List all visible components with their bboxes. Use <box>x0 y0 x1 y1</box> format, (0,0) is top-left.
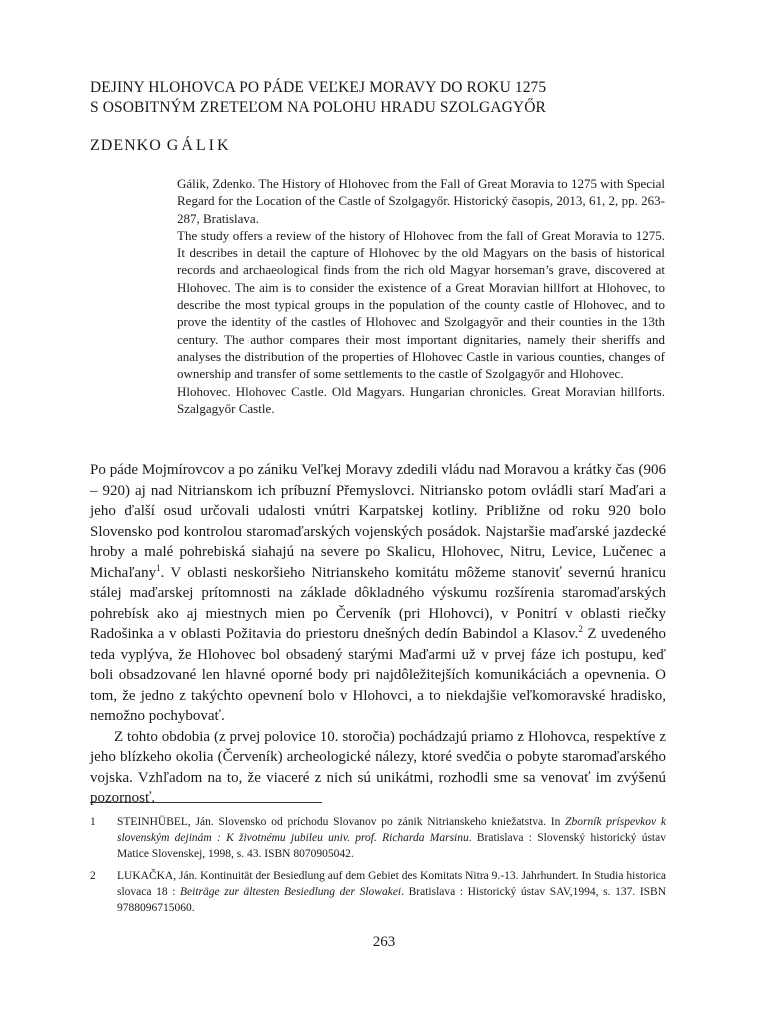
footnote-2 <box>90 868 666 916</box>
footnote-text-plain-end: . Bratislava : Slovenský historický ústav Matice Slovenskej, 1998, s. 43. ISBN 8070905042. <box>117 832 666 860</box>
footnote-text-italic: Zborník príspevkov k slovenským dejinám : K životnému jubileu univ. prof. Richarda Marsinu <box>117 816 666 844</box>
abstract-keywords: Hlohovec. Hlohovec Castle. Old Magyars. Hungarian chronicles. Great Moravian hillforts. Szalgagyőr Castle. <box>177 383 665 416</box>
footnote-ref-1[interactable]: 1 <box>156 562 161 573</box>
abstract-citation: Gálik, Zdenko. The History of Hlohovec from the Fall of Great Moravia to 1275 with Special Regard for the Location of the Castle of Szolgagyőr. Historický časopis, 2013, 61, 2, pp. 263-287, Bratislava. <box>177 176 665 226</box>
author-surname: GÁLIK <box>166 137 232 154</box>
body-paragraph-1 <box>90 460 666 727</box>
body-paragraph-1-part-b: . V oblasti neskoršieho Nitrianskeho komitátu môžeme stanoviť severnú hranicu stálej maďarskej prítomnosti na základe dôkladného výskumu rozšírenia staromaďarských pohrebísk ako aj miestnych mien po Červeník (pri Hlohovci), v Ponitrí v oblasti riečky Radošinka a v oblasti Požitavia do priestoru dnešných dedín Babindol a Klasov. <box>90 564 666 642</box>
footnote-text-plain: LUKAČKA, Ján. Kontinuität der Besiedlung auf dem Gebiet des Komitats Nitra 9.-13. Jahrhundert. In Studia historica slovaca 18 : <box>117 870 666 898</box>
footnote-text <box>117 814 666 862</box>
body-paragraph-1-part-a: Po páde Mojmírovcov a po zániku Veľkej Moravy zdedili vládu nad Moravou a krátky čas (906 – 920) aj nad Nitrianskom ich príbuzní Přemyslovci. Nitriansko potom ovládli starí Maďari a jeho ďalší osud určovali udalosti vnútri Karpatskej kotliny. Približne od roku 920 bolo Slovensko pod kontrolou staromaďarských vojenských posádok. Najstaršie maďarské jazdecké hroby a malé pohrebiská siahajú na severe po Skalicu, Hlohovec, Nitru, Levice, Lučenec a Michaľany <box>90 462 666 581</box>
abstract-summary: The study offers a review of the history of Hlohovec from the fall of Great Moravia to 1275. It describes in detail the capture of Hlohovec by the old Magyars on the basis of historical records and archaeological finds from the rich old Magyar horseman’s grave, discovered at Hlohovec. The aim is to consider the existence of a Great Moravian hillfort at Hlohovec, to describe the most typical groups in the population of the county castle of Hlohovec, and to prove the identity of the castles of Hlohovec and Szolgagyőr and their counties in the 13th century. The author compares their most important dignitaries, namely their sheriffs and analyses the distribution of the properties of Hlohovec Castle in various counties, changes of ownership and transfer of some settlements to the castle of Szolgagyőr and Hlohovec. <box>177 227 665 382</box>
footnote-text-plain: STEINHÜBEL, Ján. Slovensko od príchodu Slovanov po zánik Nitrianskeho kniežatstva. In <box>117 816 566 828</box>
title-line-1: DEJINY HLOHOVCA PO PÁDE VEĽKEJ MORAVY DO ROKU 1275 <box>90 79 547 96</box>
footnote-text-plain-end: . Bratislava : Historický ústav SAV,1994, s. 137. ISBN 9788096715060. <box>117 886 667 914</box>
body-text <box>90 460 666 809</box>
footnote-number: 1 <box>90 816 96 828</box>
footnote-ref-2[interactable]: 2 <box>578 624 583 634</box>
footnote-text <box>117 868 666 916</box>
author-name <box>90 137 232 155</box>
article-title <box>90 78 690 118</box>
body-paragraph-1-part-c: Z uvedeného teda vyplýva, že Hlohovec bol obsadený starými Maďarmi už v prvej fáze ich postupu, keď boli obsadzované len hlavné oporné body pri najdôležitejších komunikáciách a opevnenia. O tom, že jedno z takýchto opevnení bolo v Hlohovci, a to niekdajšie veľkomoravské hradisko, nemožno pochybovať. <box>90 626 666 724</box>
author-first-name: ZDENKO <box>90 137 162 154</box>
abstract <box>177 175 665 417</box>
footnote-text-italic: Beiträge zur ältesten Besiedlung der Slowakei <box>180 886 402 898</box>
footnote-1 <box>90 814 666 862</box>
title-line-2: S OSOBITNÝM ZRETEĽOM NA POLOHU HRADU SZOLGAGYŐR <box>90 99 546 116</box>
footnote-divider <box>90 802 322 803</box>
body-paragraph-2: Z tohto obdobia (z prvej polovice 10. storočia) pochádzajú priamo z Hlohovca, respektíve z jeho blízkeho okolia (Červeník) archeologické nálezy, ktoré svedčia o pobyte staromaďarského vojska. Vzhľadom na to, že viaceré z nich sú unikátmi, rozhodli sme sa venovať im zvýšenú pozornosť. <box>90 728 666 806</box>
footnote-number: 2 <box>90 870 96 882</box>
page-number: 263 <box>372 934 396 950</box>
footnotes <box>90 814 666 922</box>
